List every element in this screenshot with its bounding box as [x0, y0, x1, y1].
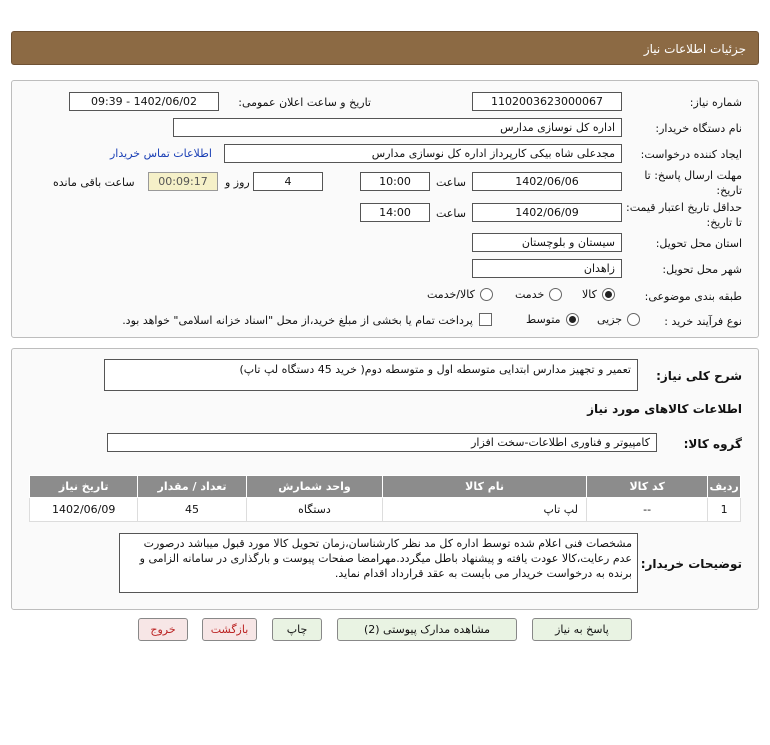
goods-table	[29, 475, 741, 522]
buyer-contact-link[interactable]: اطلاعات تماس خریدار	[110, 147, 212, 160]
days-word-label: روز و	[225, 176, 250, 189]
view-attachments-button[interactable]: مشاهده مدارک پیوستی (2)	[337, 618, 517, 641]
treasury-payment-checkbox[interactable]	[479, 313, 492, 326]
col-row-header: ردیف	[708, 476, 741, 498]
buyer-notes-label: توضیحات خریدار:	[640, 557, 742, 571]
col-code-header: کد کالا	[586, 476, 707, 498]
category-option-both[interactable]	[427, 288, 493, 301]
category-both-radio[interactable]	[480, 288, 493, 301]
col-date-header: تاریخ نیاز	[30, 476, 138, 498]
deadline-time-field: 10:00	[360, 172, 430, 191]
cell-unit: دستگاه	[246, 498, 383, 522]
validity-time-label: ساعت	[436, 207, 466, 220]
buyer-label: نام دستگاه خریدار:	[655, 122, 742, 135]
treasury-payment-text: پرداخت تمام یا بخشی از مبلغ خرید،از محل "اسناد خزانه اسلامی" خواهد بود.	[122, 314, 473, 327]
province-label: استان محل تحویل:	[655, 237, 742, 250]
category-goods-radio[interactable]	[602, 288, 615, 301]
table-row[interactable]	[30, 498, 741, 522]
process-option-minor[interactable]	[597, 313, 640, 326]
process-medium-radio[interactable]	[566, 313, 579, 326]
category-service-radio[interactable]	[549, 288, 562, 301]
process-medium-label: متوسط	[526, 313, 561, 326]
process-minor-label: جزیی	[597, 313, 623, 326]
need-number-label: شماره نیاز:	[689, 96, 742, 109]
exit-button[interactable]: خروج	[138, 618, 188, 641]
col-unit-header: واحد شمارش	[246, 476, 383, 498]
goods-group-field: کامپیوتر و فناوری اطلاعات-سخت افزار	[107, 433, 657, 452]
deadline-label: مهلت ارسال پاسخ: تا تاریخ:	[644, 169, 742, 197]
category-label: طبقه بندی موضوعی:	[644, 290, 742, 303]
cell-code: --	[586, 498, 707, 522]
announce-label: تاریخ و ساعت اعلان عمومی:	[238, 96, 371, 109]
validity-time-field: 14:00	[360, 203, 430, 222]
city-field: زاهدان	[472, 259, 622, 278]
buyer-notes-field: مشخصات فنی اعلام شده توسط اداره کل مد نظر کارشناسان،زمان تحویل کالا مورد قبول میباشد درصورت عدم رعایت،کالا عودت یافته و پیشنهاد باطل میگردد.مهرامضا صفحات پیوست و بارگذاری در سامانه الزامی و برنده به درخواست خریدار می بایست به عقد قرارداد اقدام نماید.	[119, 533, 638, 593]
category-both-label: کالا/خدمت	[427, 288, 475, 301]
creator-label: ایجاد کننده درخواست:	[640, 148, 742, 161]
category-goods-label: کالا	[582, 288, 597, 301]
deadline-date-field: 1402/06/06	[472, 172, 622, 191]
category-option-goods[interactable]	[582, 288, 615, 301]
col-name-header: نام کالا	[383, 476, 587, 498]
cell-date: 1402/06/09	[30, 498, 138, 522]
goods-info-heading: اطلاعات کالاهای مورد نیاز	[587, 402, 742, 416]
print-button[interactable]: چاپ	[272, 618, 322, 641]
province-field: سیستان و بلوچستان	[472, 233, 622, 252]
buyer-field: اداره کل نوسازی مدارس	[173, 118, 622, 137]
need-summary-field: تعمیر و تجهیز مدارس ابتدایی متوسطه اول و متوسطه دوم( خرید 45 دستگاه لپ تاپ)	[104, 359, 638, 391]
deadline-time-label: ساعت	[436, 176, 466, 189]
page-header	[11, 31, 759, 65]
process-option-medium[interactable]	[526, 313, 579, 326]
process-label: نوع فرآیند خرید :	[664, 315, 742, 328]
goods-group-label: گروه کالا:	[683, 437, 742, 451]
cell-qty: 45	[138, 498, 246, 522]
cell-name: لپ تاپ	[383, 498, 587, 522]
category-service-label: خدمت	[515, 288, 545, 301]
validity-date-field: 1402/06/09	[472, 203, 622, 222]
reply-button[interactable]: پاسخ به نیاز	[532, 618, 632, 641]
announce-field: 1402/06/02 - 09:39	[69, 92, 219, 111]
need-number-field: 1102003623000067	[472, 92, 622, 111]
need-summary-label: شرح کلی نیاز:	[656, 369, 742, 383]
process-minor-radio[interactable]	[627, 313, 640, 326]
remaining-time-label: ساعت باقی مانده	[53, 176, 135, 189]
goods-table-header	[30, 476, 741, 498]
col-qty-header: تعداد / مقدار	[138, 476, 246, 498]
validity-label: حداقل تاریخ اعتبار قیمت: تا تاریخ:	[626, 201, 742, 229]
days-remaining-field: 4	[253, 172, 323, 191]
back-button[interactable]: بازگشت	[202, 618, 257, 641]
city-label: شهر محل تحویل:	[662, 263, 742, 276]
cell-row: 1	[708, 498, 741, 522]
page-title: جزئیات اطلاعات نیاز	[643, 42, 746, 56]
category-option-service[interactable]	[515, 288, 562, 301]
remaining-time-field: 00:09:17	[148, 172, 218, 191]
creator-field: مجدعلی شاه بیکی کارپرداز اداره کل نوسازی مدارس	[224, 144, 622, 163]
